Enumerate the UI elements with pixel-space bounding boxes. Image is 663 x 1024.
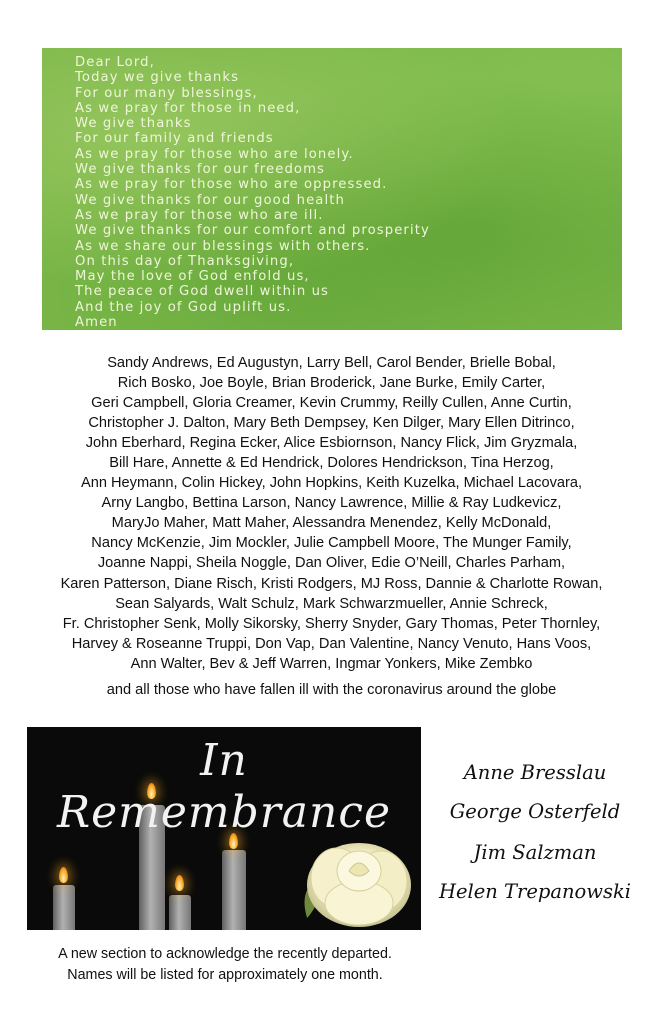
names-line: MaryJo Maher, Matt Maher, Alessandra Menendez, Kelly McDonald, <box>111 515 552 532</box>
prayer-line: Amen <box>75 315 118 331</box>
remembered-name: Jim Salzman <box>473 841 597 864</box>
remembered-name: George Osterfeld <box>449 800 621 823</box>
flame-icon <box>59 867 68 883</box>
prayer-names-list <box>0 353 663 674</box>
prayer-line: For our family and friends <box>75 131 274 147</box>
names-line: John Eberhard, Regina Ecker, Alice Esbiornson, Nancy Flick, Jim Gryzmala, <box>85 435 578 452</box>
prayer-line: We give thanks for our comfort and prosperity <box>75 223 430 239</box>
prayer-line: And the joy of God uplift us. <box>75 299 292 315</box>
flame-icon <box>175 875 184 891</box>
remembered-name: Anne Bresslau <box>463 761 607 784</box>
caption-line: Names will be listed for approximately one month. <box>67 966 383 983</box>
prayer-line: As we pray for those who are ill. <box>75 207 324 223</box>
prayer-line: As we pray for those who are oppressed. <box>75 177 388 193</box>
names-line: Sean Salyards, Walt Schulz, Mark Schwarzmueller, Annie Schreck, <box>115 595 548 612</box>
candle-icon <box>53 885 75 930</box>
candle-icon <box>169 895 191 930</box>
prayer-line: May the love of God enfold us, <box>75 269 310 285</box>
prayer-panel <box>42 48 622 330</box>
prayer-line: On this day of Thanksgiving, <box>75 253 295 269</box>
names-line: Ann Heymann, Colin Hickey, John Hopkins, Keith Kuzelka, Michael Lacovara, <box>80 475 583 492</box>
prayer-line: As we pray for those who are lonely. <box>75 146 354 162</box>
prayer-line: Dear Lord, <box>75 55 155 70</box>
remembered-name: Helen Trepanowski <box>438 880 632 903</box>
names-line: Arny Langbo, Bettina Larson, Nancy Lawrence, Millie & Ray Ludkevicz, <box>101 495 562 512</box>
names-line: Karen Patterson, Diane Risch, Kristi Rodgers, MJ Ross, Dannie & Charlotte Rowan, <box>60 575 603 592</box>
remembrance-image <box>27 727 421 930</box>
names-line: Christopher J. Dalton, Mary Beth Dempsey, Ken Dilger, Mary Ellen Ditrinco, <box>88 415 575 432</box>
candle-icon <box>222 850 246 930</box>
names-line: Nancy McKenzie, Jim Mockler, Julie Campbell Moore, The Munger Family, <box>91 535 572 552</box>
names-line: Sandy Andrews, Ed Augustyn, Larry Bell, Carol Bender, Brielle Bobal, <box>107 355 556 371</box>
names-line: Ann Walter, Bev & Jeff Warren, Ingmar Yonkers, Mike Zembko <box>130 655 533 672</box>
remembrance-title: In Remembrance <box>56 735 392 838</box>
names-line: Fr. Christopher Senk, Molly Sikorsky, Sherry Snyder, Gary Thomas, Peter Thornley, <box>62 615 601 632</box>
prayer-line: As we pray for those in need, <box>75 100 301 116</box>
prayer-line: The peace of God dwell within us <box>75 284 330 300</box>
prayer-line: We give thanks for our freedoms <box>75 162 326 178</box>
prayer-line: Today we give thanks <box>75 70 240 86</box>
names-line: Geri Campbell, Gloria Creamer, Kevin Crummy, Reilly Cullen, Anne Curtin, <box>91 395 572 412</box>
names-line: Joanne Nappi, Sheila Noggle, Dan Oliver, Edie O’Neill, Charles Parham, <box>97 555 566 572</box>
prayer-line: We give thanks for our good health <box>75 192 345 208</box>
names-line: Bill Hare, Annette & Ed Hendrick, Dolores Hendrickson, Tina Herzog, <box>109 455 554 472</box>
caption-line: A new section to acknowledge the recently departed. <box>58 946 392 962</box>
prayer-line: We give thanks <box>75 116 192 132</box>
remembrance-caption <box>0 944 450 985</box>
names-line: Rich Bosko, Joe Boyle, Brian Broderick, Jane Burke, Emily Carter, <box>117 375 546 392</box>
names-line: Harvey & Roseanne Truppi, Don Vap, Dan Valentine, Nancy Venuto, Hans Voos, <box>71 635 592 652</box>
prayer-line: For our many blessings, <box>75 85 258 101</box>
coronavirus-note: and all those who have fallen ill with the coronavirus around the globe <box>106 682 557 698</box>
white-rose-icon <box>297 823 417 930</box>
prayer-line: As we share our blessings with others. <box>75 238 371 254</box>
